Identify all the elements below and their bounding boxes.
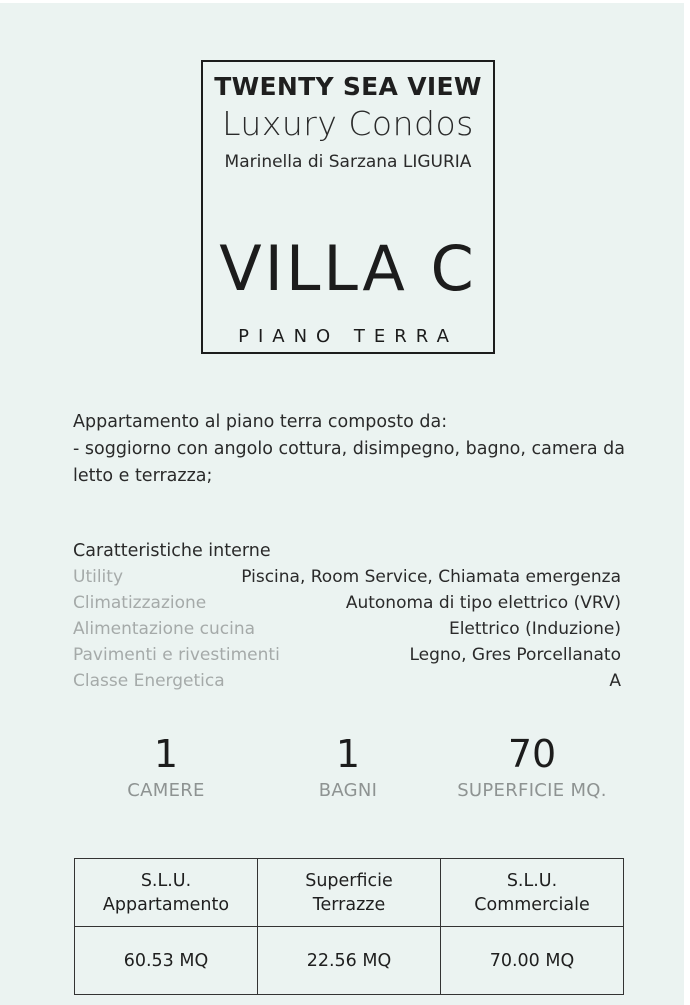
brochure-sheet (0, 3, 684, 1005)
brand-subtitle: Luxury Condos (222, 104, 474, 143)
header-line: Appartamento (102, 894, 230, 915)
stat-label: SUPERFICIE MQ. (457, 780, 607, 801)
table-header-cell (441, 859, 624, 927)
brand-logo-box (201, 60, 495, 354)
table-header-cell (258, 859, 441, 927)
features-list (73, 538, 621, 694)
description-line: Appartamento al piano terra composto da: (73, 412, 448, 432)
stat-label: CAMERE (127, 780, 205, 801)
feature-label: Alimentazione cucina (73, 619, 256, 639)
brand-location: Marinella di Sarzana LIGURIA (224, 152, 472, 172)
feature-row (73, 668, 621, 694)
feature-value: Autonoma di tipo elettrico (VRV) (345, 593, 621, 613)
stat-superficie (432, 731, 632, 801)
header-line: Commerciale (474, 894, 590, 915)
stat-value: 70 (507, 732, 557, 776)
feature-row (73, 616, 621, 642)
header-line: Terrazze (312, 894, 386, 915)
feature-label: Climatizzazione (73, 593, 207, 613)
brand-title: TWENTY SEA VIEW (214, 72, 482, 101)
table-header-cell (75, 859, 258, 927)
features-title: Caratteristiche interne (73, 541, 271, 561)
table-header-row (75, 859, 624, 927)
feature-label: Pavimenti e rivestimenti (73, 645, 280, 665)
description-line: - soggiorno con angolo cottura, disimpegno, bagno, camera da letto e terrazza; (73, 439, 625, 486)
surface-table (74, 858, 624, 995)
description (73, 409, 625, 490)
feature-row (73, 642, 621, 668)
table-cell: 60.53 MQ (75, 927, 258, 995)
stat-value: 1 (335, 732, 361, 776)
header-line: S.L.U. (506, 870, 558, 891)
header-line: Superficie (305, 870, 393, 891)
stat-bagni (248, 731, 448, 801)
table-cell: 22.56 MQ (258, 927, 441, 995)
villa-name: VILLA C (219, 232, 477, 305)
stat-camere (66, 731, 266, 801)
header-line: S.L.U. (140, 870, 192, 891)
feature-value: A (609, 671, 621, 691)
stat-label: BAGNI (318, 780, 378, 801)
feature-label: Utility (73, 567, 124, 587)
feature-value: Legno, Gres Porcellanato (409, 645, 621, 665)
table-row (75, 927, 624, 995)
table-cell: 70.00 MQ (441, 927, 624, 995)
stat-value: 1 (153, 732, 179, 776)
feature-value: Piscina, Room Service, Chiamata emergenza (241, 567, 621, 587)
villa-floor: PIANO TERRA (238, 326, 458, 347)
feature-value: Elettrico (Induzione) (448, 619, 621, 639)
feature-label: Classe Energetica (73, 671, 225, 691)
feature-row (73, 590, 621, 616)
feature-row (73, 564, 621, 590)
